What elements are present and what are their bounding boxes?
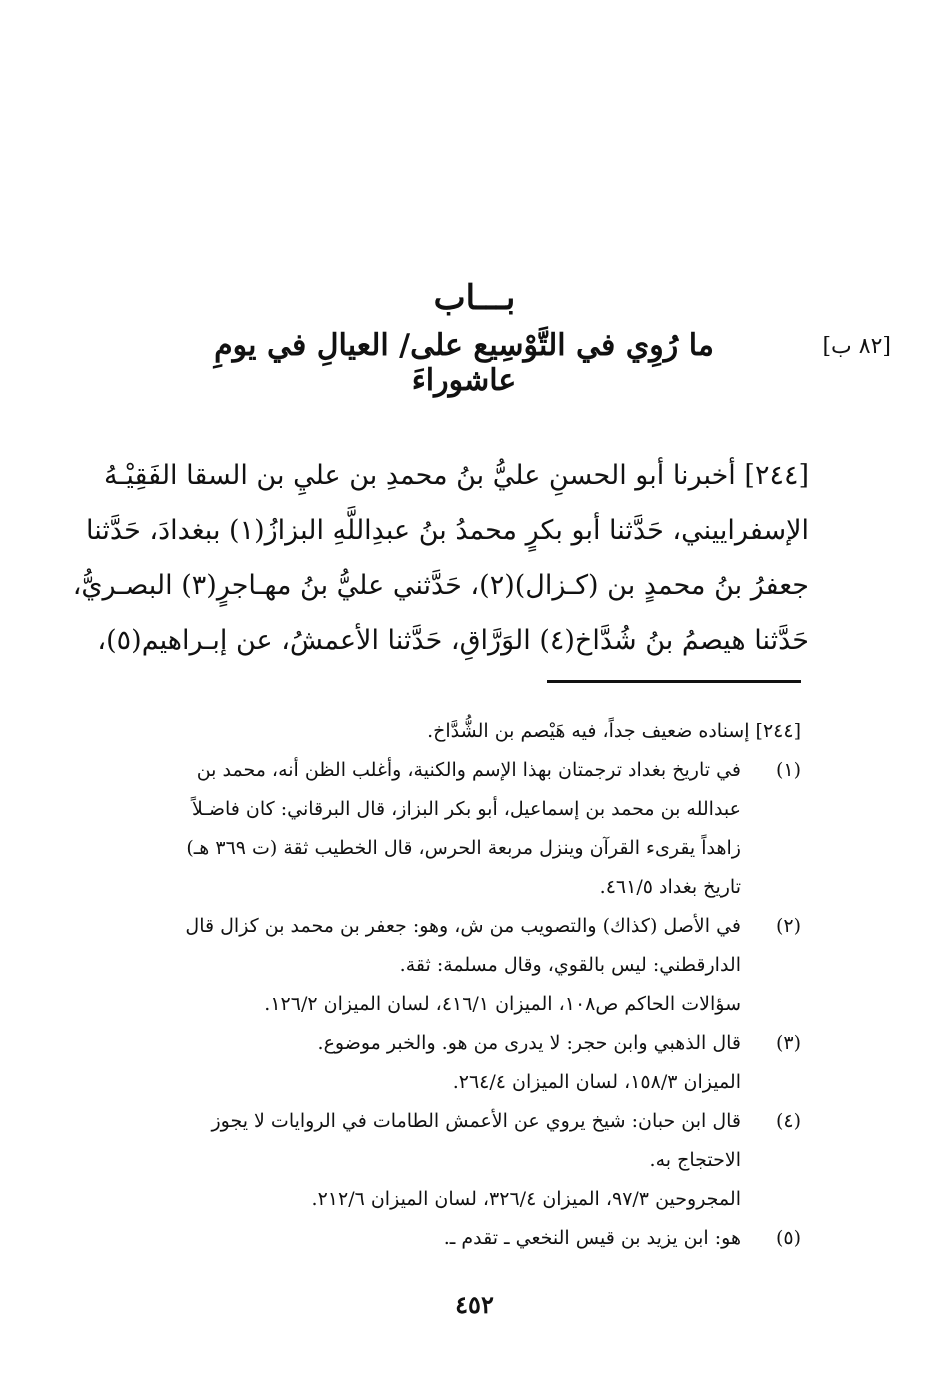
footnote-number: (٢) bbox=[775, 915, 801, 937]
footnote-line: عبدالله بن محمد بن إسماعيل، أبو بكر البزاز، قال البرقاني: كان فاضـلاً bbox=[191, 798, 741, 820]
page-number: ٤٥٢ bbox=[455, 1290, 494, 1319]
footnote-line: الاحتجاج به. bbox=[649, 1149, 741, 1171]
footnote bbox=[111, 751, 801, 907]
main-text bbox=[72, 448, 809, 668]
footnote-number: (٥) bbox=[775, 1227, 801, 1249]
footnote-line: قال الذهبي وابن حجر: لا يدرى من هو. والخبر موضوع. bbox=[317, 1032, 741, 1054]
footnote bbox=[111, 907, 801, 985]
chapter-heading: بـــاب bbox=[433, 278, 516, 318]
footnote-line: في تاريخ بغداد ترجمتان بهذا الإسم والكنية، وأغلب الظن أنه، محمد بن bbox=[196, 759, 741, 781]
main-text-line: حَدَّثنا هيصمُ بنُ شُدَّاخ(٤) الوَرَّاقِ، حَدَّثنا الأعمشُ، عن إبـراهيم(٥)، bbox=[97, 625, 809, 656]
footnote-lead: [٢٤٤] إسناده ضعيف جداً، فيه هَيْصم بن الشُّدَّاخ. bbox=[427, 720, 801, 742]
footnote-number: (١) bbox=[775, 759, 801, 781]
main-text-line: الإسفراييني، حَدَّثنا أبو بكرٍ محمدُ بنُ عبدِاللَّهِ البزازُ(١) ببغدادَ، حَدَّثنا bbox=[86, 515, 809, 546]
footnote-line: في الأصل (كذاك) والتصويب من ش، وهو: جعفر بن محمد بن كزال قال bbox=[185, 915, 741, 937]
footnote-line: قال ابن حبان: شيخ يروي عن الأعمش الطامات في الروايات لا يجوز bbox=[211, 1110, 741, 1132]
footnote-line: الدارقطني: ليس بالقوي، وقال مسلمة: ثقة. bbox=[399, 954, 741, 976]
footnote-reference-line: سؤالات الحاكم ص١٠٨، الميزان ٤١٦/١، لسان الميزان ١٢٦/٢. bbox=[264, 993, 741, 1015]
footnote-line: تاريخ بغداد ٤٦١/٥. bbox=[599, 876, 741, 898]
footnote-line: زاهداً يقرىء القرآن وينزل مربعة الحرس، قال الخطيب ثقة (ت ٣٦٩ هـ) bbox=[186, 837, 741, 859]
footnote-line: هو: ابن يزيد بن قيس النخعي ـ تقدم ـ. bbox=[443, 1227, 741, 1249]
footnote-separator bbox=[547, 680, 801, 683]
footnote bbox=[111, 1102, 801, 1180]
footnote bbox=[111, 1024, 801, 1102]
manuscript-folio-note: [٨٢ ب] bbox=[822, 334, 891, 359]
footnote-line: الميزان ١٥٨/٣، لسان الميزان ٢٦٤/٤. bbox=[452, 1071, 741, 1093]
main-text-line: جعفرُ بنُ محمدٍ بن (كـزال)(٢)، حَدَّثني عليُّ بنُ مهـاجرٍ(٣) البصـريُّ، bbox=[72, 570, 809, 601]
footnotes bbox=[111, 712, 801, 1258]
chapter-title: ما رُوِي في التَّوْسِيع على/ العيالِ في يومِ عاشوراءَ bbox=[214, 328, 714, 398]
main-text-line: [٢٤٤] أخبرنا أبو الحسنِ عليُّ بنُ محمدِ بن عليِ بن السقا الفَقِيْـهُ bbox=[103, 460, 809, 491]
footnote-number: (٤) bbox=[775, 1110, 801, 1132]
footnote bbox=[111, 1219, 801, 1258]
footnote-number: (٣) bbox=[775, 1032, 801, 1054]
footnote-reference-line: المجروحين ٩٧/٣، الميزان ٣٢٦/٤، لسان الميزان ٢١٢/٦. bbox=[311, 1188, 741, 1210]
